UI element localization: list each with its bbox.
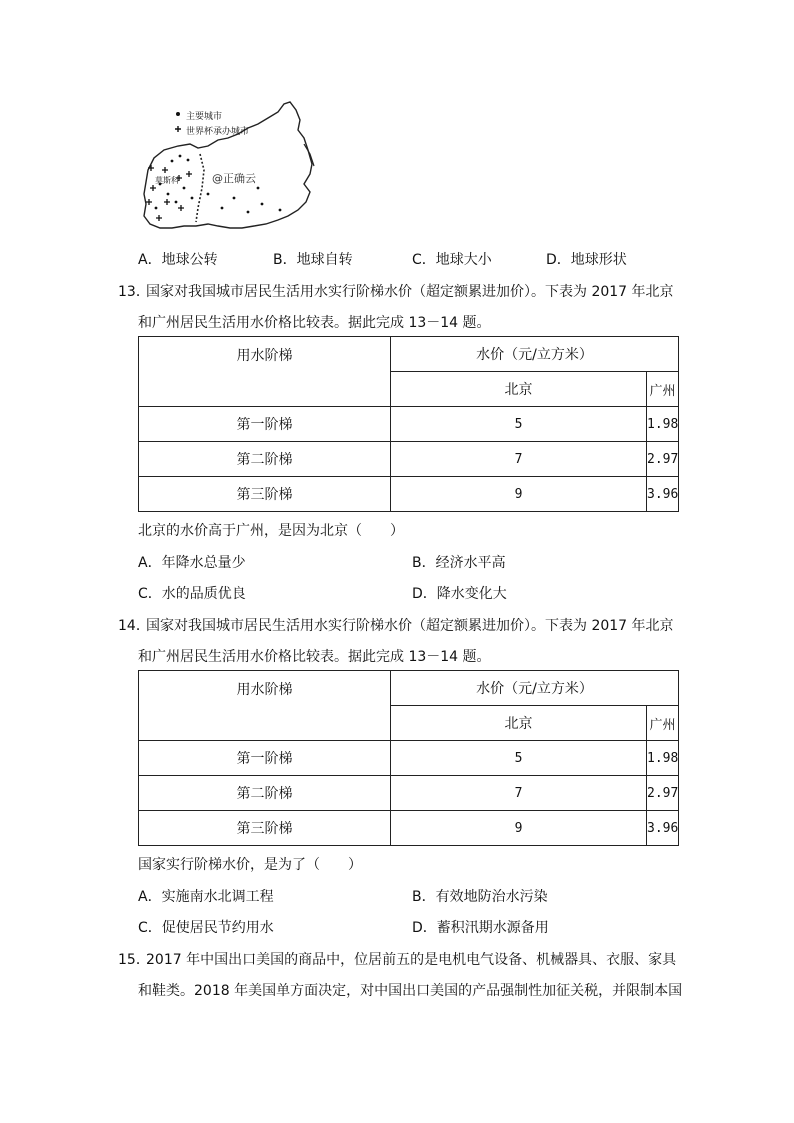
q13-question: 北京的水价高于广州，是因为北京（ ） <box>138 523 404 539</box>
table-header-tier: 用水阶梯 <box>139 671 391 741</box>
q14-water-price-table <box>138 670 679 846</box>
table-row <box>139 477 679 512</box>
q15-number: 15． <box>118 952 150 968</box>
legend-main-city-label: 主要城市 <box>186 112 223 122</box>
q14-question: 国家实行阶梯水价，是为了（ ） <box>138 857 362 873</box>
q14-option-c: C．促使居民节约用水 <box>138 920 274 936</box>
table-cell-beijing: 9 <box>391 477 647 512</box>
russia-map-figure <box>138 98 318 234</box>
table-cell-guangzhou: 2.97 <box>647 776 679 811</box>
table-cell-beijing: 9 <box>391 811 647 846</box>
q13-water-price-table <box>138 336 679 512</box>
table-cell-beijing: 7 <box>391 442 647 477</box>
table-row <box>139 442 679 477</box>
q13-stem-line1: 国家对我国城市居民生活用水实行阶梯水价（超定额累进加价）。下表为 2017 年北京 <box>146 284 674 300</box>
table-cell-guangzhou: 3.96 <box>647 477 679 512</box>
table-cell-tier: 第二阶梯 <box>139 442 391 477</box>
q14-number: 14． <box>118 618 150 634</box>
q14-option-a: A．实施南水北调工程 <box>138 889 274 905</box>
q14-option-d: D．蓄积汛期水源备用 <box>412 920 549 936</box>
legend-worldcup-city-label: 世界杯承办城市 <box>186 127 250 137</box>
q13-option-a: A．年降水总量少 <box>138 555 246 571</box>
q13-number: 13． <box>118 284 150 300</box>
table-header-guangzhou: 广州 <box>647 706 679 741</box>
q14-stem-line2: 和广州居民生活用水价格比较表。据此完成 13－14 题。 <box>138 649 491 665</box>
table-cell-beijing: 5 <box>391 407 647 442</box>
table-header-beijing: 北京 <box>391 706 647 741</box>
table-header-price: 水价（元/立方米） <box>391 337 679 372</box>
table-header-beijing: 北京 <box>391 372 647 407</box>
q12-option-a: A．地球公转 <box>138 252 218 268</box>
q13-option-b: B．经济水平高 <box>412 555 506 571</box>
table-row <box>139 407 679 442</box>
table-cell-tier: 第三阶梯 <box>139 811 391 846</box>
q13-option-c: C．水的品质优良 <box>138 586 246 602</box>
q15-line2: 和鞋类。2018 年美国单方面决定，对中国出口美国的产品强制性加征关税，并限制本国 <box>138 983 683 999</box>
table-cell-guangzhou: 1.98 <box>647 407 679 442</box>
table-cell-tier: 第一阶梯 <box>139 741 391 776</box>
q12-option-d: D．地球形状 <box>546 252 627 268</box>
table-cell-guangzhou: 3.96 <box>647 811 679 846</box>
q14-option-b: B．有效地防治水污染 <box>412 889 548 905</box>
russia-map-outline <box>138 98 318 234</box>
table-header-price: 水价（元/立方米） <box>391 671 679 706</box>
q14-stem-line1: 国家对我国城市居民生活用水实行阶梯水价（超定额累进加价）。下表为 2017 年北京 <box>146 618 674 634</box>
table-row <box>139 811 679 846</box>
table-cell-tier: 第二阶梯 <box>139 776 391 811</box>
table-cell-guangzhou: 2.97 <box>647 442 679 477</box>
table-header-tier: 用水阶梯 <box>139 337 391 407</box>
moscow-label: 莫斯科 <box>155 176 179 185</box>
q13-stem-line2: 和广州居民生活用水价格比较表。据此完成 13－14 题。 <box>138 315 491 331</box>
q12-option-c: C．地球大小 <box>412 252 492 268</box>
table-cell-beijing: 7 <box>391 776 647 811</box>
q13-option-d: D．降水变化大 <box>412 586 507 602</box>
table-row <box>139 741 679 776</box>
watermark: @正确云 <box>212 172 256 185</box>
table-row <box>139 776 679 811</box>
table-cell-guangzhou: 1.98 <box>647 741 679 776</box>
table-cell-beijing: 5 <box>391 741 647 776</box>
q12-option-b: B．地球自转 <box>273 252 353 268</box>
table-cell-tier: 第三阶梯 <box>139 477 391 512</box>
q15-line1: 2017 年中国出口美国的商品中，位居前五的是电机电气设备、机械器具、衣服、家具 <box>146 952 677 968</box>
table-cell-tier: 第一阶梯 <box>139 407 391 442</box>
table-header-guangzhou: 广州 <box>647 372 679 407</box>
